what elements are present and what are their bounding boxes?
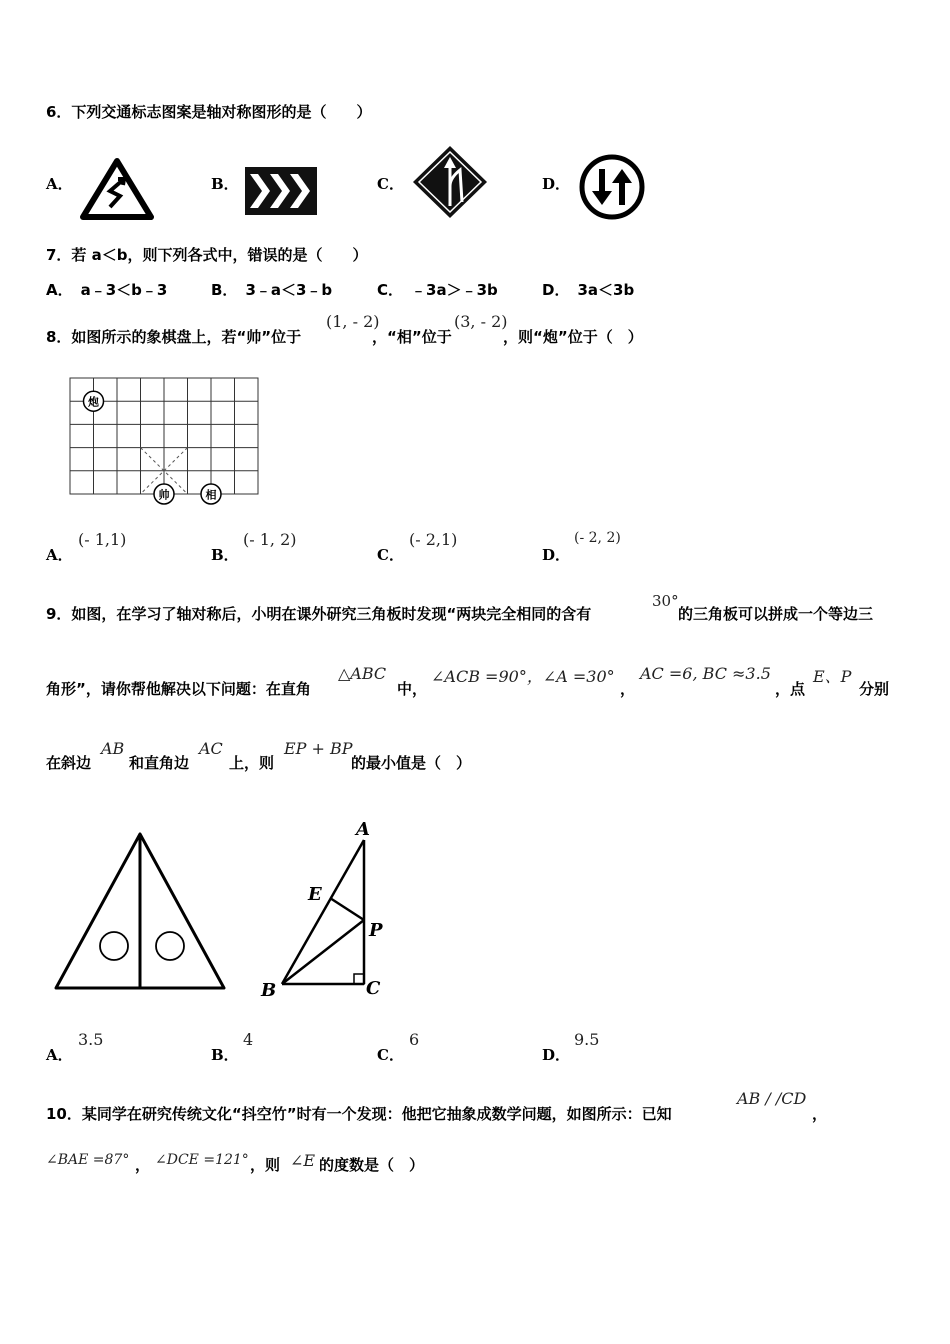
svg-text:P: P: [369, 920, 383, 941]
q10-comma: ，: [812, 1105, 828, 1123]
svg-text:A: A: [356, 819, 370, 840]
q9-angle30: 30°: [652, 592, 679, 610]
svg-text:B: B: [261, 980, 277, 1001]
q9-figure-triangle: [256, 816, 396, 1002]
q9-line2-d: 分别: [859, 680, 890, 698]
q7-option-b: B． 3﹣a＜3﹣b: [211, 281, 333, 299]
q8-option-d-label: D．: [542, 546, 571, 564]
q8-stem-part3: ，则“炮”位于（ ）: [503, 328, 643, 346]
q9-line2-a: 角形”，请你帮他解决以下问题：在直角: [46, 680, 311, 698]
q8-option-a-label: A．: [46, 546, 73, 564]
q6-option-a-sign: [80, 157, 154, 221]
q9-option-a-value: 3.5: [78, 1030, 104, 1049]
q6-option-d-sign: [578, 153, 646, 221]
q9-segment-ac: AC: [199, 739, 223, 758]
q9-option-b-value: 4: [243, 1030, 254, 1049]
q9-option-c-value: 6: [409, 1030, 420, 1049]
q9-line1-b: 的三角板可以拼成一个等边三: [678, 605, 874, 623]
q9-line2-c: ，点: [775, 680, 806, 698]
q9-line2-b: 中，: [397, 680, 428, 698]
q7-option-c: C． ﹣3a＞﹣3b: [377, 281, 498, 299]
q10-angle-bae: ∠BAE =87°: [46, 1152, 130, 1168]
q9-points-ep: E、P: [813, 667, 852, 686]
q9-line3-a: 在斜边: [46, 754, 92, 772]
q8-stem-part2: ，“相”位于: [372, 328, 452, 346]
q6-option-c-label: C．: [377, 175, 404, 193]
q7-stem: 7．若 a＜b，则下列各式中，错误的是（ ）: [46, 246, 368, 264]
q9-line3-b: 和直角边: [129, 754, 190, 772]
q9-line3-c: 上，则: [229, 754, 275, 772]
q7-option-a: A． a﹣3＜b﹣3: [46, 281, 168, 299]
q9-triangle-abc: △ABC: [338, 664, 387, 683]
q8-option-d-value: (- 2, 2): [574, 530, 621, 546]
chess-piece-pao: [84, 391, 104, 411]
q6-option-a-label: A．: [46, 175, 73, 193]
q9-option-b-label: B．: [211, 1046, 239, 1064]
q9-comma: ，: [620, 680, 636, 698]
q9-condition-sides: AC =6, BC ≈3.5: [640, 664, 771, 683]
q9-condition-angles: ∠ACB =90°，∠A =30°: [431, 667, 615, 686]
q10-line1: 10．某同学在研究传统文化“抖空竹”时有一个发现：他把它抽象成数学问题，如图所示：已知: [46, 1105, 672, 1123]
q8-coord-shuai: (1, - 2): [326, 312, 380, 331]
q8-option-b-label: B．: [211, 546, 239, 564]
q9-figure-set-squares: [50, 830, 230, 992]
q6-option-d-label: D．: [542, 175, 571, 193]
q9-line1-a: 9．如图，在学习了轴对称后，小明在课外研究三角板时发现“两块完全相同的含有: [46, 605, 592, 623]
svg-text:C: C: [366, 978, 381, 999]
q7-option-d: D． 3a＜3b: [542, 281, 635, 299]
warning-triangle-icon: [83, 161, 151, 217]
q6-stem: 6．下列交通标志图案是轴对称图形的是（ ）: [46, 103, 372, 121]
chess-piece-shuai: [154, 484, 174, 504]
q8-option-c-label: C．: [377, 546, 404, 564]
q9-option-d-value: 9.5: [574, 1030, 600, 1049]
q6-option-b-sign: [244, 166, 318, 216]
q9-line3-d: 的最小值是（ ）: [351, 754, 472, 772]
chess-piece-xiang: [201, 484, 221, 504]
q10-separator: ，: [135, 1156, 151, 1174]
q8-option-c-value: (- 2,1): [409, 530, 458, 549]
svg-text:E: E: [308, 884, 322, 905]
q9-option-c-label: C．: [377, 1046, 404, 1064]
q10-line2-mid: ，则: [250, 1156, 281, 1174]
q10-angle-e: ∠E: [290, 1151, 316, 1170]
chess-board: [64, 372, 264, 508]
q8-coord-xiang: (3, - 2): [454, 312, 508, 331]
q8-stem-part1: 8．如图所示的象棋盘上，若“帅”位于: [46, 328, 302, 346]
svg-text:炮: 炮: [88, 395, 99, 409]
q10-parallel: AB / /CD: [737, 1089, 807, 1108]
svg-text:帅: 帅: [158, 488, 170, 502]
q6-option-b-label: B．: [211, 175, 239, 193]
q10-line2-end: 的度数是（ ）: [319, 1156, 425, 1174]
q9-expression: EP + BP: [284, 739, 353, 758]
svg-text:相: 相: [205, 488, 217, 502]
q8-option-b-value: (- 1, 2): [243, 530, 297, 549]
q8-option-a-value: (- 1,1): [78, 530, 127, 549]
q9-segment-ab: AB: [101, 739, 125, 758]
q6-option-c-sign: [410, 144, 490, 220]
q10-angle-dce: ∠DCE =121°: [155, 1152, 249, 1168]
q9-option-d-label: D．: [542, 1046, 571, 1064]
q9-option-a-label: A．: [46, 1046, 73, 1064]
